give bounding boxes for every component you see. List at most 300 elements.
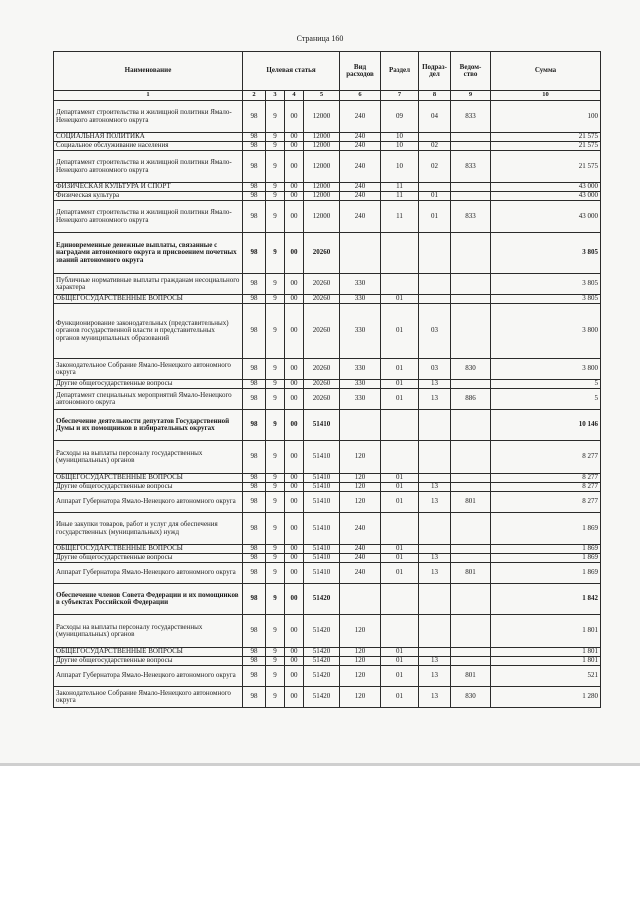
- target-program-cell: 98: [243, 233, 266, 274]
- section-cell: 01: [381, 483, 419, 492]
- target-group-cell: 00: [285, 133, 304, 142]
- target-code-cell: 51420: [304, 648, 340, 657]
- header-kind: Вид расходов: [340, 52, 381, 91]
- target-code-cell: 51410: [304, 474, 340, 483]
- expense-kind-cell: 120: [340, 483, 381, 492]
- subsection-cell: 03: [419, 304, 451, 359]
- header-target: Целевая статья: [243, 52, 340, 91]
- target-group-cell: 00: [285, 192, 304, 201]
- amount-cell: 1 869: [491, 513, 601, 545]
- amount-cell: 43 000: [491, 201, 601, 233]
- table-row: [54, 142, 601, 151]
- target-code-cell: 12000: [304, 101, 340, 133]
- section-cell: 01: [381, 666, 419, 687]
- target-sub-cell: 9: [266, 563, 285, 584]
- department-cell: 801: [451, 563, 491, 584]
- subsection-cell: [419, 183, 451, 192]
- target-program-cell: 98: [243, 615, 266, 648]
- section-cell: [381, 233, 419, 274]
- target-program-cell: 98: [243, 513, 266, 545]
- amount-cell: 1 801: [491, 657, 601, 666]
- target-code-cell: 51420: [304, 584, 340, 615]
- section-cell: 01: [381, 295, 419, 304]
- expense-kind-cell: 330: [340, 380, 381, 389]
- department-cell: [451, 295, 491, 304]
- row-name-cell: ФИЗИЧЕСКАЯ КУЛЬТУРА И СПОРТ: [54, 183, 243, 192]
- table-row: [54, 295, 601, 304]
- row-name-cell: СОЦИАЛЬНАЯ ПОЛИТИКА: [54, 133, 243, 142]
- table-row: [54, 101, 601, 133]
- target-group-cell: 00: [285, 142, 304, 151]
- target-sub-cell: 9: [266, 295, 285, 304]
- target-sub-cell: 9: [266, 545, 285, 554]
- target-sub-cell: 9: [266, 474, 285, 483]
- row-name-cell: ОБЩЕГОСУДАРСТВЕННЫЕ ВОПРОСЫ: [54, 648, 243, 657]
- section-cell: [381, 410, 419, 441]
- row-name-cell: Другие общегосударственные вопросы: [54, 483, 243, 492]
- subsection-cell: 03: [419, 359, 451, 380]
- department-cell: [451, 183, 491, 192]
- section-cell: 09: [381, 101, 419, 133]
- department-cell: [451, 304, 491, 359]
- subsection-cell: 13: [419, 687, 451, 708]
- expense-kind-cell: 330: [340, 274, 381, 295]
- section-cell: 01: [381, 545, 419, 554]
- target-group-cell: 00: [285, 304, 304, 359]
- target-sub-cell: 9: [266, 648, 285, 657]
- amount-cell: 3 805: [491, 295, 601, 304]
- amount-cell: 21 575: [491, 133, 601, 142]
- target-group-cell: 00: [285, 233, 304, 274]
- table-row: [54, 201, 601, 233]
- target-sub-cell: 9: [266, 687, 285, 708]
- section-cell: 01: [381, 648, 419, 657]
- target-group-cell: 00: [285, 492, 304, 513]
- subsection-cell: [419, 133, 451, 142]
- target-code-cell: 51410: [304, 483, 340, 492]
- table-row: [54, 192, 601, 201]
- target-program-cell: 98: [243, 192, 266, 201]
- table-header-row: [54, 52, 601, 91]
- amount-cell: 100: [491, 101, 601, 133]
- amount-cell: 1 869: [491, 563, 601, 584]
- target-code-cell: 20260: [304, 304, 340, 359]
- subsection-cell: 13: [419, 380, 451, 389]
- target-code-cell: 51420: [304, 657, 340, 666]
- department-cell: [451, 554, 491, 563]
- row-name-cell: Департамент строительства и жилищной политики Ямало-Ненецкого автономного округа: [54, 151, 243, 183]
- department-cell: [451, 648, 491, 657]
- department-cell: 886: [451, 389, 491, 410]
- amount-cell: 10 146: [491, 410, 601, 441]
- row-name-cell: Законодательное Собрание Ямало-Ненецкого автономного округа: [54, 359, 243, 380]
- target-group-cell: 00: [285, 584, 304, 615]
- subsection-cell: 13: [419, 563, 451, 584]
- expense-kind-cell: 330: [340, 389, 381, 410]
- expense-kind-cell: 240: [340, 142, 381, 151]
- target-group-cell: 00: [285, 380, 304, 389]
- target-sub-cell: 9: [266, 274, 285, 295]
- col-number: 9: [451, 91, 491, 101]
- amount-cell: 3 800: [491, 304, 601, 359]
- amount-cell: 21 575: [491, 151, 601, 183]
- table-row: [54, 687, 601, 708]
- department-cell: 801: [451, 492, 491, 513]
- col-number: 1: [54, 91, 243, 101]
- target-code-cell: 51410: [304, 492, 340, 513]
- section-cell: 10: [381, 133, 419, 142]
- section-cell: 01: [381, 657, 419, 666]
- subsection-cell: 02: [419, 151, 451, 183]
- target-group-cell: 00: [285, 359, 304, 380]
- row-name-cell: Обеспечение деятельности депутатов Государственной Думы и их помощников в избирательных округах: [54, 410, 243, 441]
- target-program-cell: 98: [243, 687, 266, 708]
- section-cell: 01: [381, 554, 419, 563]
- target-program-cell: 98: [243, 584, 266, 615]
- subsection-cell: [419, 584, 451, 615]
- target-code-cell: 51410: [304, 545, 340, 554]
- target-group-cell: 00: [285, 389, 304, 410]
- target-program-cell: 98: [243, 410, 266, 441]
- amount-cell: 3 805: [491, 233, 601, 274]
- section-cell: 01: [381, 474, 419, 483]
- expense-kind-cell: 240: [340, 201, 381, 233]
- target-code-cell: 12000: [304, 133, 340, 142]
- table-row: [54, 657, 601, 666]
- amount-cell: 8 277: [491, 483, 601, 492]
- department-cell: 801: [451, 666, 491, 687]
- subsection-cell: [419, 441, 451, 474]
- expense-kind-cell: [340, 233, 381, 274]
- expense-kind-cell: 120: [340, 441, 381, 474]
- header-dept: Ведом-ство: [451, 52, 491, 91]
- target-sub-cell: 9: [266, 142, 285, 151]
- subsection-cell: 13: [419, 666, 451, 687]
- table-row: [54, 474, 601, 483]
- target-sub-cell: 9: [266, 492, 285, 513]
- amount-cell: 1 280: [491, 687, 601, 708]
- target-sub-cell: 9: [266, 201, 285, 233]
- target-sub-cell: 9: [266, 233, 285, 274]
- col-number: 4: [285, 91, 304, 101]
- target-sub-cell: 9: [266, 101, 285, 133]
- target-group-cell: 00: [285, 101, 304, 133]
- target-group-cell: 00: [285, 441, 304, 474]
- department-cell: 833: [451, 151, 491, 183]
- amount-cell: 8 277: [491, 441, 601, 474]
- col-number: 5: [304, 91, 340, 101]
- row-name-cell: Аппарат Губернатора Ямало-Ненецкого автономного округа: [54, 563, 243, 584]
- target-program-cell: 98: [243, 201, 266, 233]
- target-code-cell: 12000: [304, 183, 340, 192]
- expense-kind-cell: 330: [340, 295, 381, 304]
- table-row: [54, 441, 601, 474]
- expense-kind-cell: 330: [340, 304, 381, 359]
- section-cell: [381, 615, 419, 648]
- expense-kind-cell: 240: [340, 151, 381, 183]
- target-group-cell: 00: [285, 615, 304, 648]
- target-program-cell: 98: [243, 554, 266, 563]
- target-program-cell: 98: [243, 304, 266, 359]
- target-sub-cell: 9: [266, 410, 285, 441]
- target-program-cell: 98: [243, 183, 266, 192]
- target-group-cell: 00: [285, 545, 304, 554]
- target-code-cell: 51410: [304, 554, 340, 563]
- table-body: [54, 101, 601, 708]
- target-code-cell: 51410: [304, 441, 340, 474]
- target-code-cell: 51410: [304, 513, 340, 545]
- target-code-cell: 51420: [304, 687, 340, 708]
- target-sub-cell: 9: [266, 192, 285, 201]
- table-row: [54, 151, 601, 183]
- target-code-cell: 12000: [304, 192, 340, 201]
- section-cell: [381, 274, 419, 295]
- target-program-cell: 98: [243, 666, 266, 687]
- subsection-cell: 01: [419, 192, 451, 201]
- expense-kind-cell: [340, 410, 381, 441]
- target-program-cell: 98: [243, 648, 266, 657]
- row-name-cell: Расходы на выплаты персоналу государственных (муниципальных) органов: [54, 441, 243, 474]
- target-sub-cell: 9: [266, 441, 285, 474]
- expense-kind-cell: [340, 584, 381, 615]
- section-cell: 01: [381, 304, 419, 359]
- subsection-cell: [419, 474, 451, 483]
- expense-kind-cell: 120: [340, 474, 381, 483]
- subsection-cell: [419, 545, 451, 554]
- amount-cell: 5: [491, 389, 601, 410]
- header-section: Раздел: [381, 52, 419, 91]
- department-cell: [451, 410, 491, 441]
- amount-cell: 1 801: [491, 615, 601, 648]
- target-code-cell: 51410: [304, 563, 340, 584]
- subsection-cell: 04: [419, 101, 451, 133]
- expense-kind-cell: 240: [340, 513, 381, 545]
- target-sub-cell: 9: [266, 304, 285, 359]
- row-name-cell: Единовременные денежные выплаты, связанные с наградами автономного округа и присвоением почетных званий автономного округа: [54, 233, 243, 274]
- table-row: [54, 648, 601, 657]
- target-sub-cell: 9: [266, 133, 285, 142]
- target-sub-cell: 9: [266, 615, 285, 648]
- section-cell: 01: [381, 563, 419, 584]
- target-group-cell: 00: [285, 687, 304, 708]
- target-group-cell: 00: [285, 554, 304, 563]
- col-number: 8: [419, 91, 451, 101]
- target-program-cell: 98: [243, 133, 266, 142]
- col-number: 7: [381, 91, 419, 101]
- amount-cell: 521: [491, 666, 601, 687]
- row-name-cell: Обеспечение членов Совета Федерации и их помощников в субъектах Российской Федерации: [54, 584, 243, 615]
- department-cell: [451, 142, 491, 151]
- expense-kind-cell: 240: [340, 563, 381, 584]
- target-program-cell: 98: [243, 295, 266, 304]
- target-group-cell: 00: [285, 474, 304, 483]
- table-row: [54, 615, 601, 648]
- target-program-cell: 98: [243, 474, 266, 483]
- target-group-cell: 00: [285, 295, 304, 304]
- header-sum: Сумма: [491, 52, 601, 91]
- target-group-cell: 00: [285, 183, 304, 192]
- table-row: [54, 545, 601, 554]
- row-name-cell: Другие общегосударственные вопросы: [54, 380, 243, 389]
- target-program-cell: 98: [243, 545, 266, 554]
- target-code-cell: 12000: [304, 151, 340, 183]
- target-program-cell: 98: [243, 359, 266, 380]
- table-row: [54, 513, 601, 545]
- target-group-cell: 00: [285, 201, 304, 233]
- table-row: [54, 389, 601, 410]
- section-cell: [381, 441, 419, 474]
- row-name-cell: Законодательное Собрание Ямало-Ненецкого автономного округа: [54, 687, 243, 708]
- amount-cell: 43 000: [491, 183, 601, 192]
- col-number: 10: [491, 91, 601, 101]
- table-row: [54, 563, 601, 584]
- target-program-cell: 98: [243, 389, 266, 410]
- row-name-cell: ОБЩЕГОСУДАРСТВЕННЫЕ ВОПРОСЫ: [54, 545, 243, 554]
- table-row: [54, 584, 601, 615]
- row-name-cell: Социальное обслуживание населения: [54, 142, 243, 151]
- subsection-cell: 13: [419, 492, 451, 513]
- subsection-cell: 13: [419, 554, 451, 563]
- subsection-cell: 13: [419, 389, 451, 410]
- target-sub-cell: 9: [266, 584, 285, 615]
- table-row: [54, 666, 601, 687]
- expense-kind-cell: 240: [340, 183, 381, 192]
- amount-cell: 1 869: [491, 545, 601, 554]
- section-cell: 01: [381, 492, 419, 513]
- column-number-row: [54, 91, 601, 101]
- amount-cell: 1 801: [491, 648, 601, 657]
- department-cell: [451, 584, 491, 615]
- row-name-cell: Расходы на выплаты персоналу государственных (муниципальных) органов: [54, 615, 243, 648]
- amount-cell: 1 842: [491, 584, 601, 615]
- table-row: [54, 483, 601, 492]
- subsection-cell: 01: [419, 201, 451, 233]
- subsection-cell: 13: [419, 483, 451, 492]
- target-sub-cell: 9: [266, 483, 285, 492]
- section-cell: [381, 513, 419, 545]
- department-cell: 830: [451, 359, 491, 380]
- target-program-cell: 98: [243, 274, 266, 295]
- target-program-cell: 98: [243, 483, 266, 492]
- expense-kind-cell: 240: [340, 545, 381, 554]
- subsection-cell: [419, 615, 451, 648]
- subsection-cell: 13: [419, 657, 451, 666]
- subsection-cell: [419, 274, 451, 295]
- target-sub-cell: 9: [266, 657, 285, 666]
- target-sub-cell: 9: [266, 666, 285, 687]
- target-group-cell: 00: [285, 563, 304, 584]
- target-program-cell: 98: [243, 441, 266, 474]
- subsection-cell: [419, 513, 451, 545]
- target-code-cell: 20260: [304, 295, 340, 304]
- target-program-cell: 98: [243, 563, 266, 584]
- subsection-cell: [419, 233, 451, 274]
- amount-cell: 21 575: [491, 142, 601, 151]
- expense-kind-cell: 330: [340, 359, 381, 380]
- row-name-cell: Другие общегосударственные вопросы: [54, 554, 243, 563]
- department-cell: [451, 545, 491, 554]
- target-sub-cell: 9: [266, 183, 285, 192]
- expense-kind-cell: 240: [340, 133, 381, 142]
- department-cell: [451, 513, 491, 545]
- col-number: 2: [243, 91, 266, 101]
- target-code-cell: 20260: [304, 359, 340, 380]
- target-sub-cell: 9: [266, 151, 285, 183]
- section-cell: 10: [381, 151, 419, 183]
- section-cell: 11: [381, 201, 419, 233]
- department-cell: [451, 233, 491, 274]
- header-name: Наименование: [54, 52, 243, 91]
- section-cell: 01: [381, 380, 419, 389]
- department-cell: [451, 133, 491, 142]
- target-code-cell: 20260: [304, 274, 340, 295]
- target-code-cell: 51420: [304, 615, 340, 648]
- target-program-cell: 98: [243, 151, 266, 183]
- table-row: [54, 274, 601, 295]
- target-group-cell: 00: [285, 274, 304, 295]
- col-number: 3: [266, 91, 285, 101]
- target-program-cell: 98: [243, 657, 266, 666]
- target-group-cell: 00: [285, 483, 304, 492]
- expense-kind-cell: 120: [340, 615, 381, 648]
- target-sub-cell: 9: [266, 389, 285, 410]
- target-program-cell: 98: [243, 492, 266, 513]
- table-row: [54, 492, 601, 513]
- row-name-cell: Физическая культура: [54, 192, 243, 201]
- target-code-cell: 20260: [304, 380, 340, 389]
- section-cell: 10: [381, 142, 419, 151]
- row-name-cell: ОБЩЕГОСУДАРСТВЕННЫЕ ВОПРОСЫ: [54, 474, 243, 483]
- table-row: [54, 410, 601, 441]
- target-sub-cell: 9: [266, 554, 285, 563]
- expense-kind-cell: 120: [340, 492, 381, 513]
- subsection-cell: [419, 410, 451, 441]
- row-name-cell: Департамент строительства и жилищной политики Ямало-Ненецкого автономного округа: [54, 101, 243, 133]
- table-row: [54, 304, 601, 359]
- section-cell: 01: [381, 687, 419, 708]
- target-code-cell: 51410: [304, 410, 340, 441]
- section-cell: 11: [381, 192, 419, 201]
- row-name-cell: Аппарат Губернатора Ямало-Ненецкого автономного округа: [54, 666, 243, 687]
- header-subsection: Подраз-дел: [419, 52, 451, 91]
- section-cell: 01: [381, 359, 419, 380]
- department-cell: [451, 441, 491, 474]
- target-program-cell: 98: [243, 380, 266, 389]
- department-cell: [451, 483, 491, 492]
- department-cell: [451, 615, 491, 648]
- row-name-cell: Департамент строительства и жилищной политики Ямало-Ненецкого автономного округа: [54, 201, 243, 233]
- amount-cell: 8 277: [491, 492, 601, 513]
- expense-kind-cell: 120: [340, 657, 381, 666]
- subsection-cell: 02: [419, 142, 451, 151]
- department-cell: [451, 474, 491, 483]
- expense-kind-cell: 120: [340, 666, 381, 687]
- subsection-cell: [419, 648, 451, 657]
- expense-kind-cell: 240: [340, 192, 381, 201]
- target-group-cell: 00: [285, 151, 304, 183]
- row-name-cell: Другие общегосударственные вопросы: [54, 657, 243, 666]
- amount-cell: 43 000: [491, 192, 601, 201]
- table-row: [54, 233, 601, 274]
- table-row: [54, 380, 601, 389]
- expense-kind-cell: 120: [340, 687, 381, 708]
- table-row: [54, 359, 601, 380]
- page-label: Страница 160: [296, 34, 344, 43]
- amount-cell: 8 277: [491, 474, 601, 483]
- department-cell: [451, 192, 491, 201]
- row-name-cell: Иные закупки товаров, работ и услуг для обеспечения государственных (муниципальных) нужд: [54, 513, 243, 545]
- section-cell: 11: [381, 183, 419, 192]
